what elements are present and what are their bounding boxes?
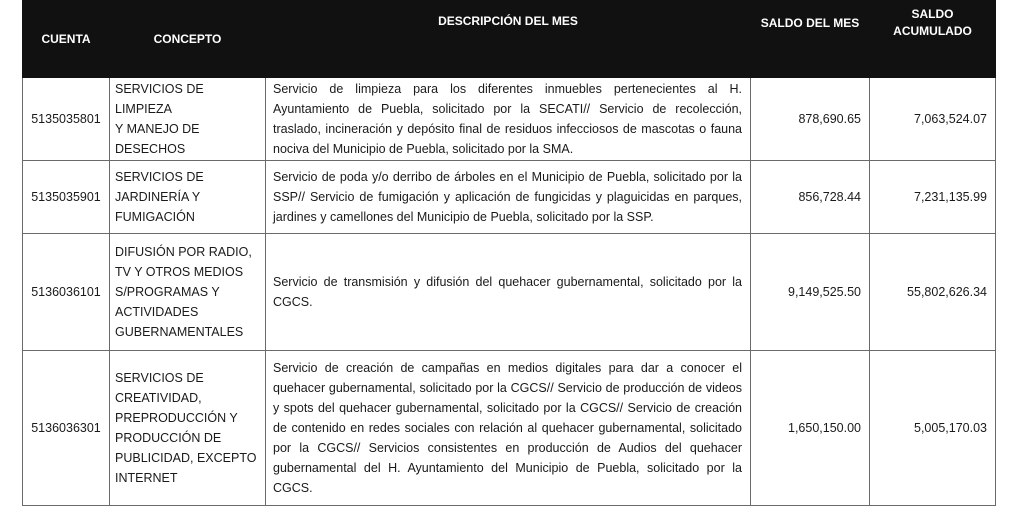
table-row: [23, 234, 996, 351]
cell-concepto: SERVICIOS DE CREATIVIDAD, PREPRODUCCIÓN Y PRODUCCIÓN DE PUBLICIDAD, EXCEPTO INTERNET: [110, 351, 266, 506]
header-saldo-acumulado: SALDO ACUMULADO: [870, 1, 996, 78]
table-row: [23, 78, 996, 161]
table-row: [23, 161, 996, 234]
header-saldo-mes: SALDO DEL MES: [751, 1, 870, 78]
cell-saldo-acumulado: 55,802,626.34: [870, 234, 996, 351]
account-table-container: [22, 0, 995, 506]
cell-cuenta: 5136036301: [23, 351, 110, 506]
cell-descripcion: Servicio de transmisión y difusión del quehacer gubernamental, solicitado por la CGCS.: [266, 234, 751, 351]
cell-concepto: SERVICIOS DE LIMPIEZA Y MANEJO DE DESECHOS: [110, 78, 266, 161]
cell-saldo-mes: 1,650,150.00: [751, 351, 870, 506]
cell-saldo-mes: 878,690.65: [751, 78, 870, 161]
cell-saldo-mes: 856,728.44: [751, 161, 870, 234]
cell-saldo-mes: 9,149,525.50: [751, 234, 870, 351]
cell-cuenta: 5135035901: [23, 161, 110, 234]
cell-descripcion: Servicio de limpieza para los diferentes inmuebles pertenecientes al H. Ayuntamiento de Puebla, solicitado por la SECATI// Servicio de recolección, traslado, incineración y depósito final de residuos infecciosos de mascotas o fauna nociva del Municipio de Puebla, solicitado por la SMA.: [266, 78, 751, 161]
cell-saldo-acumulado: 5,005,170.03: [870, 351, 996, 506]
cell-saldo-acumulado: 7,063,524.07: [870, 78, 996, 161]
cell-descripcion: Servicio de poda y/o derribo de árboles en el Municipio de Puebla, solicitado por la SSP// Servicio de fumigación y aplicación de fungicidas y plaguicidas en parques, jardines y camellones del Municipio de Puebla, solicitado por la SSP.: [266, 161, 751, 234]
header-concepto: CONCEPTO: [110, 1, 266, 78]
cell-descripcion: Servicio de creación de campañas en medios digitales para dar a conocer el quehacer gubernamental, solicitado por la CGCS// Servicio de producción de videos y spots del quehacer gubernamental, solicitado por la CGCS// Servicio de creación de contenido en redes sociales con relación al quehacer gubernamental, solicitado por la CGCS// Servicios consistentes en producción de Audios del quehacer gubernamental del H. Ayuntamiento del Municipio de Puebla, solicitado por la CGCS.: [266, 351, 751, 506]
cell-concepto: SERVICIOS DE JARDINERÍA Y FUMIGACIÓN: [110, 161, 266, 234]
cell-saldo-acumulado: 7,231,135.99: [870, 161, 996, 234]
header-cuenta: CUENTA: [23, 1, 110, 78]
cell-cuenta: 5135035801: [23, 78, 110, 161]
cell-cuenta: 5136036101: [23, 234, 110, 351]
table-row: [23, 351, 996, 506]
header-descripcion: DESCRIPCIÓN DEL MES: [266, 1, 751, 78]
account-table: [22, 0, 996, 506]
table-header-row: [23, 1, 996, 78]
cell-concepto: DIFUSIÓN POR RADIO, TV Y OTROS MEDIOS S/PROGRAMAS Y ACTIVIDADES GUBERNAMENTALES: [110, 234, 266, 351]
